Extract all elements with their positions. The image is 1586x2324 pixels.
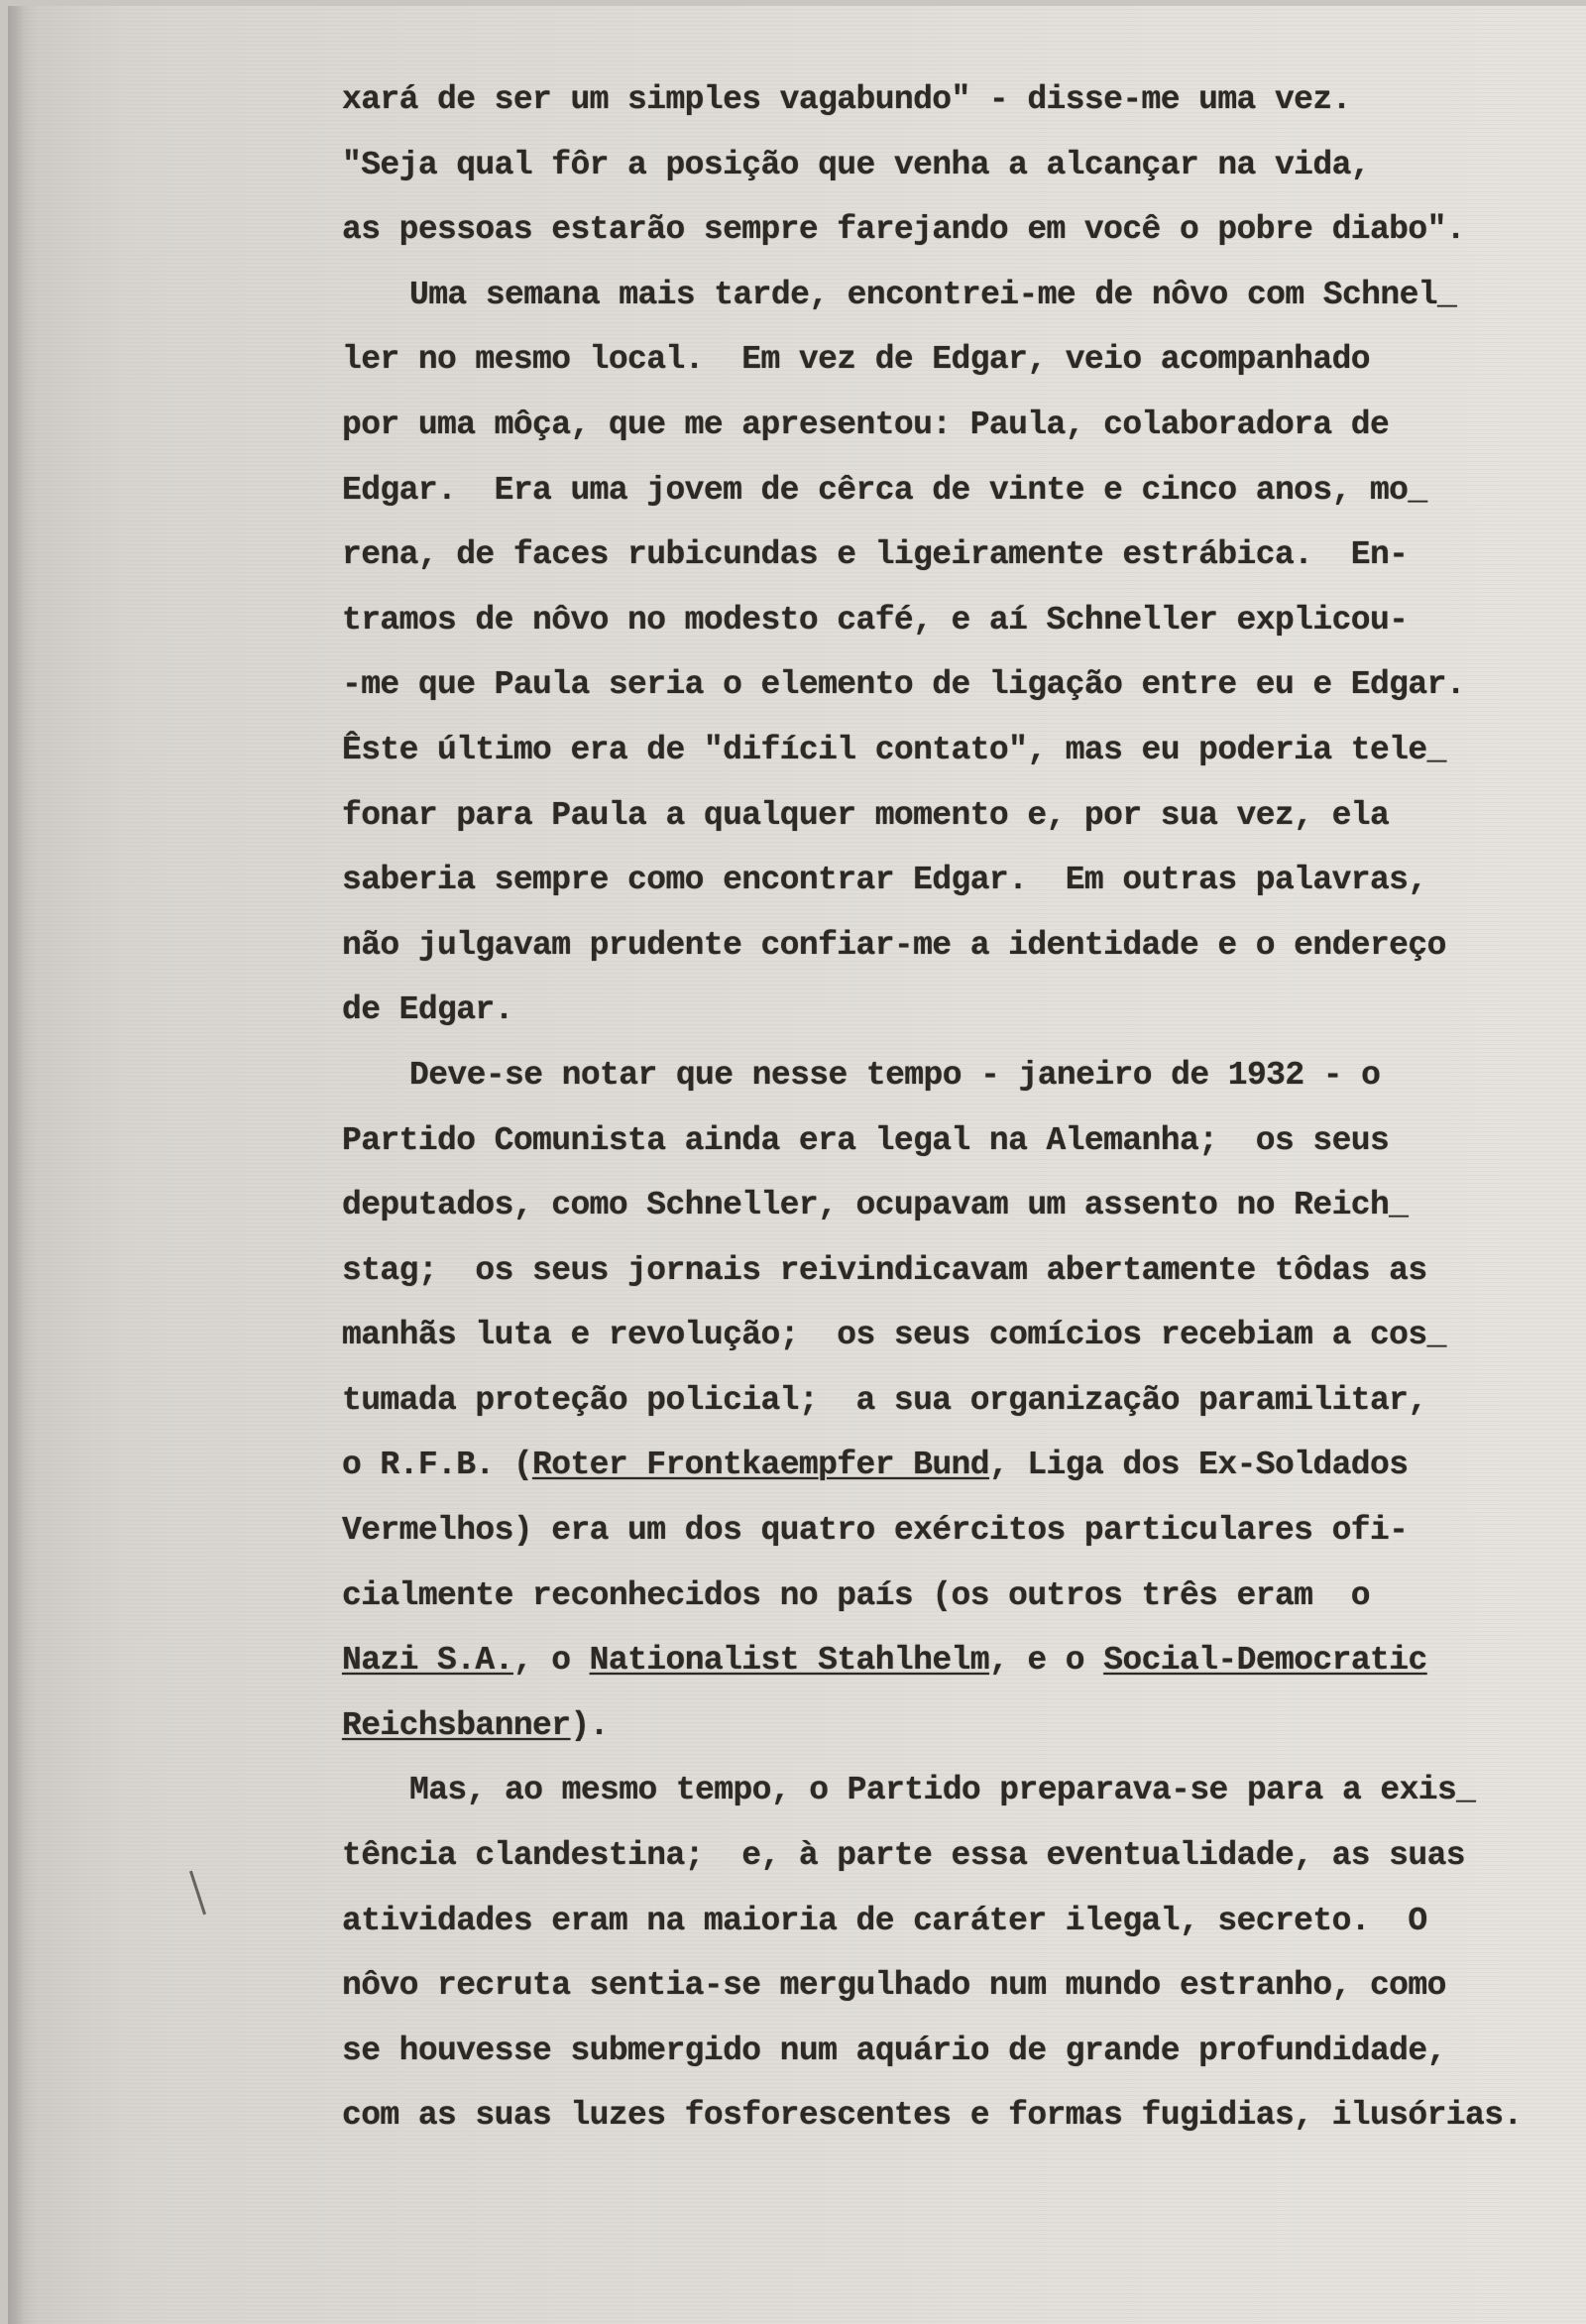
underlined-name: Reichsbanner — [342, 1706, 571, 1744]
underlined-name: Nationalist Stahlhelm — [589, 1642, 989, 1680]
text-line — [342, 1693, 1561, 1759]
text-segment: ). — [570, 1706, 609, 1744]
text-line — [342, 197, 1561, 263]
text-segment: não julgavam prudente confiar-me a identidade e o endereço — [342, 926, 1446, 964]
text-line — [342, 978, 1561, 1043]
text-line — [342, 848, 1561, 913]
text-line — [342, 718, 1561, 783]
text-segment: "Seja qual fôr a posição que venha a alcançar na vida, — [342, 146, 1370, 183]
text-segment: Edgar. Era uma jovem de cêrca de vinte e cinco anos, mo_ — [342, 471, 1427, 509]
text-line — [342, 327, 1561, 393]
text-segment: Vermelhos) era um dos quatro exércitos particulares ofi- — [342, 1512, 1409, 1550]
text-segment: -me que Paula seria o elemento de ligação entre eu e Edgar. — [342, 666, 1465, 704]
typewritten-page — [8, 6, 1586, 2324]
text-segment: rena, de faces rubicundas e ligeiramente estrábica. En- — [342, 536, 1409, 574]
text-line — [342, 1433, 1561, 1498]
text-segment: saberia sempre como encontrar Edgar. Em outras palavras, — [342, 862, 1427, 899]
text-segment: com as suas luzes fosforescentes e formas fugidias, ilusórias. — [342, 2097, 1523, 2135]
paragraph-start-line — [342, 263, 1561, 328]
text-segment: ler no mesmo local. Em vez de Edgar, veio acompanhado — [342, 341, 1370, 379]
text-line — [342, 783, 1561, 849]
text-segment: deputados, como Schneller, ocupavam um assento no Reich_ — [342, 1187, 1409, 1224]
text-segment: tência clandestina; e, à parte essa eventualidade, as suas — [342, 1837, 1465, 1875]
text-segment: se houvesse submergido num aquário de grande profundidade, — [342, 2032, 1446, 2069]
text-segment: cialmente reconhecidos no país (os outros três eram o — [342, 1576, 1370, 1614]
text-segment: stag; os seus jornais reivindicavam abertamente tôdas as — [342, 1251, 1427, 1289]
text-segment: nôvo recruta sentia-se mergulhado num mundo estranho, como — [342, 1967, 1446, 2005]
underlined-name: Nazi S.A. — [342, 1642, 513, 1680]
text-segment: tumada proteção policial; a sua organização paramilitar, — [342, 1381, 1427, 1419]
text-line — [342, 1173, 1561, 1238]
text-segment: fonar para Paula a qualquer momento e, por sua vez, ela — [342, 796, 1390, 834]
text-line — [342, 1368, 1561, 1434]
text-line — [342, 1628, 1561, 1693]
text-segment: tramos de nôvo no modesto café, e aí Schneller explicou- — [342, 601, 1409, 639]
text-segment: de Edgar. — [342, 991, 513, 1029]
text-line — [342, 1498, 1561, 1564]
paragraph-start-line — [342, 1043, 1561, 1108]
text-segment: as pessoas estarão sempre farejando em você o pobre diabo". — [342, 211, 1465, 249]
text-segment: , o — [512, 1642, 590, 1680]
text-line — [342, 393, 1561, 458]
text-line — [342, 588, 1561, 653]
text-line — [342, 1823, 1561, 1889]
text-line — [342, 133, 1561, 198]
text-segment: atividades eram na maioria de caráter ilegal, secreto. O — [342, 1902, 1427, 1939]
text-segment: manhãs luta e revolução; os seus comícios recebiam a cos_ — [342, 1317, 1446, 1354]
text-segment: Mas, ao mesmo tempo, o Partido preparava-se para a exis_ — [409, 1772, 1476, 1809]
text-segment: o R.F.B. ( — [342, 1447, 533, 1484]
text-segment: , Liga dos Ex-Soldados — [988, 1447, 1409, 1484]
text-line — [342, 1108, 1561, 1174]
text-line — [342, 67, 1561, 133]
text-line — [342, 913, 1561, 979]
text-line — [342, 2083, 1561, 2149]
text-line — [342, 2019, 1561, 2084]
text-segment: , e o — [988, 1642, 1104, 1680]
text-line — [342, 652, 1561, 718]
paragraph-start-line — [342, 1758, 1561, 1823]
text-segment: por uma môça, que me apresentou: Paula, colaboradora de — [342, 406, 1390, 443]
text-line — [342, 1953, 1561, 2019]
text-line — [342, 523, 1561, 588]
margin-pen-mark — [189, 1871, 206, 1916]
text-segment: Uma semana mais tarde, encontrei-me de nôvo com Schnel_ — [409, 276, 1457, 313]
text-segment: Deve-se notar que nesse tempo - janeiro de 1932 - o — [409, 1056, 1381, 1094]
text-line — [342, 1564, 1561, 1629]
underlined-name: Roter Frontkaempfer Bund — [532, 1447, 989, 1484]
text-segment: xará de ser um simples vagabundo" - disse-me uma vez. — [342, 81, 1351, 118]
text-segment: Êste último era de "difícil contato", mas eu poderia tele_ — [342, 731, 1446, 768]
text-line — [342, 1238, 1561, 1304]
text-line — [342, 458, 1561, 523]
text-segment: Partido Comunista ainda era legal na Alemanha; os seus — [342, 1121, 1390, 1159]
underlined-name: Social-Democratic — [1103, 1642, 1427, 1680]
text-line — [342, 1889, 1561, 1954]
text-line — [342, 1303, 1561, 1368]
document-body — [342, 67, 1561, 2149]
